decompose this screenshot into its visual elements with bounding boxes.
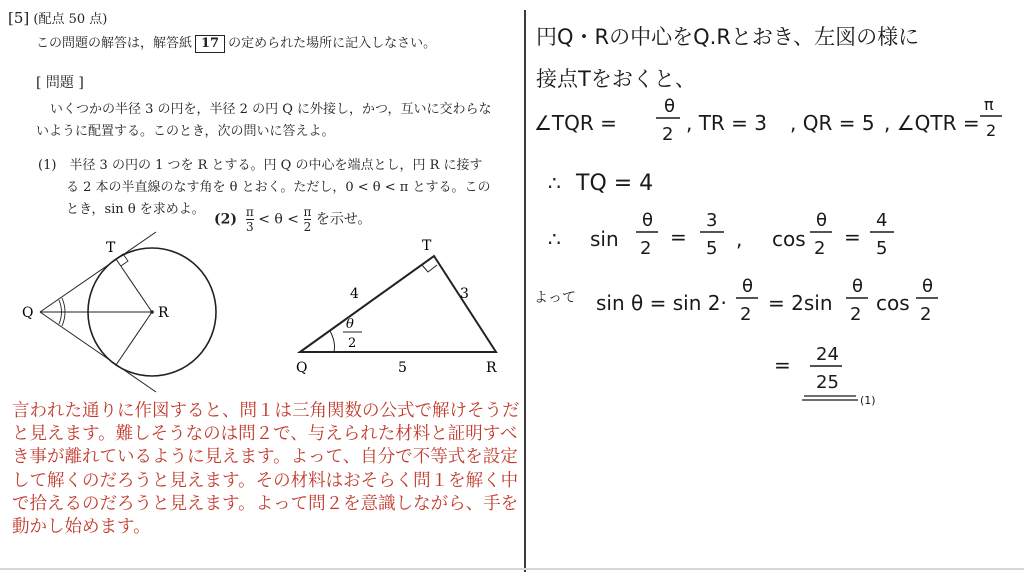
question2-label: (2)	[214, 211, 237, 228]
tangent-lower	[40, 312, 156, 392]
problem-number: [5]	[8, 9, 30, 27]
hw-yotte: よって	[534, 290, 576, 306]
circle-figure	[22, 232, 216, 392]
triangle-figure	[296, 238, 497, 376]
hw-four: 4	[876, 210, 888, 231]
hw-therefore: ∴	[548, 227, 561, 251]
hw-three: 3	[706, 210, 718, 231]
angle-denominator: 2	[348, 336, 357, 351]
side-qt: 4	[350, 286, 359, 302]
frac-num: π	[303, 205, 312, 219]
hw-angle-tqr: ∠TQR =	[534, 111, 617, 135]
hw-two: 2	[740, 304, 752, 325]
hw-two: 2	[662, 124, 674, 145]
hw-qr: , QR = 5	[790, 111, 875, 135]
side-qr: 5	[398, 360, 407, 376]
question1-line2: る 2 本の半直線のなす角を θ とおく。ただし，0 < θ < π とする。この	[66, 180, 491, 195]
question1-line3: とき，sin θ を求めよ。	[66, 202, 205, 217]
answer-sheet-number: 17	[195, 35, 225, 53]
inequality-middle: < θ <	[258, 211, 300, 228]
hw-five: 5	[876, 238, 888, 259]
hw-25: 25	[816, 372, 839, 393]
problem-body-line1: いくつかの半径 3 の円を，半径 2 の円 Q に外接し，かつ，互いに交わらな	[50, 102, 492, 117]
frac-den: 2	[303, 220, 312, 234]
hw-24: 24	[816, 344, 839, 365]
hw-theta: θ	[664, 96, 676, 117]
problem-body-line2: いように配置する。このとき，次の問いに答えよ。	[36, 124, 335, 139]
hw-line2: 接点Tをおくと、	[536, 67, 696, 91]
hw-theta: θ	[742, 276, 754, 297]
hw-comma: ,	[736, 227, 743, 251]
figures	[0, 0, 520, 400]
label-t: T	[106, 240, 116, 256]
label-r: R	[158, 305, 169, 321]
hw-mark: (1)	[860, 394, 876, 407]
hw-two: 2	[640, 238, 652, 259]
hw-five: 5	[706, 238, 718, 259]
instruction-pre: この問題の解答は，解答紙	[36, 36, 193, 51]
section-label: [ 問題 ]	[36, 75, 84, 91]
center-dot	[150, 310, 154, 314]
hw-eq: =	[844, 225, 861, 249]
hw-pi: π	[984, 95, 994, 114]
hw-two-sin: = 2sin	[768, 291, 833, 315]
label-r: R	[486, 360, 497, 376]
commentary: 言われた通りに作図すると、問１は三角関数の公式で解けそうだと見えます。難しそうなのは問２で、与えられた材料と証明すべき事が離れているように見えます。よって、自分で不等式を設定して解くのだろうと見えます。その材料はおそらく問１を解く中で拾えるのだろうと見えます。よって問２を意識しながら、手を動かし始めます。	[12, 401, 520, 538]
hw-qtr: , ∠QTR =	[884, 111, 980, 135]
radius-rt	[116, 259, 152, 312]
hw-tr: , TR = 3	[686, 111, 768, 135]
hw-eq: =	[774, 353, 791, 377]
hw-two: 2	[920, 304, 932, 325]
tangent-upper	[40, 232, 156, 312]
hw-theta: θ	[816, 210, 828, 231]
angle-numerator: θ	[346, 317, 354, 332]
hw-line1: 円Q・Rの中心をQ.Rとおき、左図の様に	[536, 25, 920, 49]
hw-eq: =	[670, 225, 687, 249]
hw-sin: sin	[590, 227, 619, 251]
hw-theta: θ	[852, 276, 864, 297]
triangle	[300, 256, 496, 352]
hw-cos: cos	[772, 227, 806, 251]
label-q: Q	[296, 360, 308, 376]
right-angle-mark-t	[422, 265, 437, 272]
hw-tq: TQ = 4	[576, 171, 654, 196]
hw-sin-theta: sin θ = sin 2·	[596, 291, 727, 315]
question2-post: を示せ。	[315, 211, 372, 228]
angle-arc-q	[330, 331, 335, 352]
hw-cos: cos	[876, 291, 910, 315]
hw-theta: θ	[922, 276, 934, 297]
hw-two: 2	[986, 121, 997, 140]
label-q: Q	[22, 305, 34, 321]
label-t: T	[422, 238, 432, 254]
radius-lower	[116, 312, 152, 365]
handwritten-solution	[526, 0, 1024, 578]
hw-two: 2	[850, 304, 862, 325]
bottom-border	[0, 568, 1024, 570]
hw-theta: θ	[642, 210, 654, 231]
frac-num: π	[245, 205, 254, 219]
problem-points: (配点 50 点)	[33, 12, 108, 27]
question1-line1: (1) 半径 3 の円の 1 つを R とする。円 Q の中心を端点とし，円 R に接す	[38, 158, 483, 173]
instruction-post: の定められた場所に記入しなさい。	[228, 36, 437, 51]
frac-den: 3	[246, 220, 254, 234]
hw-two: 2	[814, 238, 826, 259]
side-tr: 3	[460, 286, 469, 302]
hw-therefore: ∴	[548, 171, 561, 195]
